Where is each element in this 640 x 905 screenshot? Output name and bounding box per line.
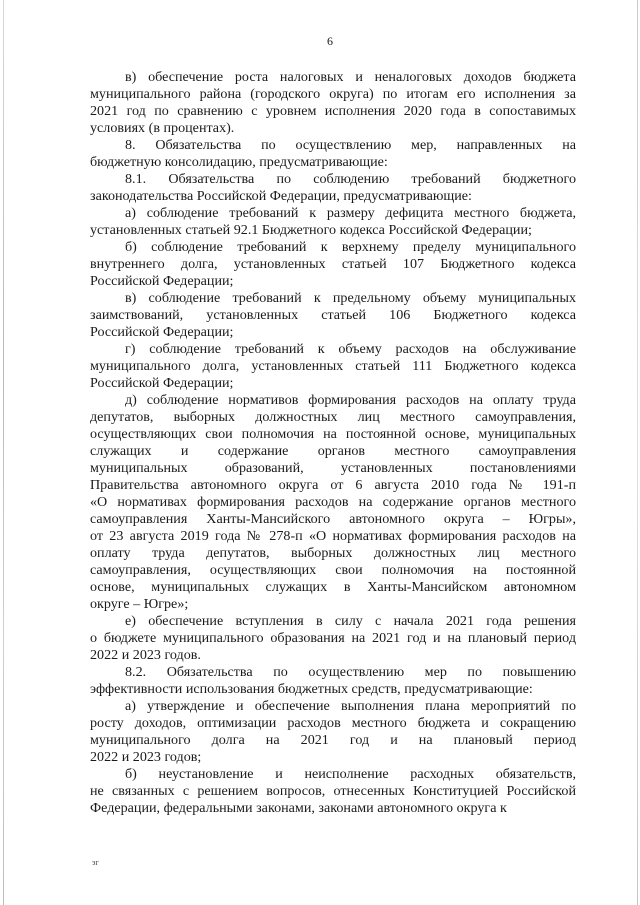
text-line: а) соблюдение требований к размеру дефицита местного бюджета,: [125, 205, 576, 221]
text-line: муниципальных образований, установленных постановлениями: [90, 460, 576, 476]
text-line: бюджетную консолидацию, предусматривающие:: [90, 154, 388, 170]
text-line: «О нормативах формирования расходов на содержание органов местного: [90, 494, 576, 510]
text-line: эффективности использования бюджетных средств, предусматривающие:: [90, 681, 533, 697]
text-line: установленных статьей 92.1 Бюджетного кодекса Российской Федерации;: [90, 222, 532, 238]
text-line: в) соблюдение требований к предельному объему муниципальных: [125, 290, 576, 306]
paragraph: [90, 69, 576, 137]
text-line: 8.1. Обязательства по соблюдению требований бюджетного: [125, 171, 576, 187]
paragraph: [90, 290, 576, 341]
paragraph: [90, 613, 576, 664]
text-line: а) утверждение и обеспечение выполнения плана мероприятий по: [125, 698, 576, 714]
page-number: 6: [327, 34, 333, 48]
text-line: муниципального долга на 2021 год и на плановый период: [90, 732, 576, 748]
paragraph: [90, 698, 576, 766]
text-line: 8. Обязательства по осуществлению мер, направленных на: [125, 137, 576, 153]
text-line: б) соблюдение требований к верхнему пределу муниципального: [125, 239, 576, 255]
text-line: муниципального района (городского округа) по итогам его исполнения за: [90, 86, 576, 102]
text-line: е) обеспечение вступления в силу с начала 2021 года решения: [125, 613, 576, 629]
paragraph: [90, 664, 576, 698]
text-line: 2022 и 2023 годов;: [90, 749, 202, 765]
text-line: оплату труда депутатов, выборных должностных лиц местного: [90, 545, 576, 561]
text-line: законодательства Российской Федерации, предусматривающие:: [90, 188, 472, 204]
paragraph: [90, 392, 576, 613]
text-line: округе – Югре»;: [90, 596, 189, 612]
text-line: Российской Федерации;: [90, 324, 234, 340]
text-line: росту доходов, оптимизации расходов местного бюджета и сокращению: [90, 715, 576, 731]
paragraph: [90, 137, 576, 171]
text-line: самоуправления Ханты-Мансийского автономного округа – Югры»,: [90, 511, 576, 527]
text-line: Федерации, федеральными законами, законами автономного округа к: [90, 800, 507, 816]
paragraph: [90, 205, 576, 239]
text-line: 8.2. Обязательства по осуществлению мер по повышению: [125, 664, 576, 680]
paragraph: [90, 239, 576, 290]
scan-edge-left: [3, 0, 4, 905]
text-line: не связанных с решением вопросов, отнесенных Конституцией Российской: [90, 783, 576, 799]
text-line: осуществляющих свои полномочия на постоянной основе, муниципальных: [90, 426, 576, 442]
text-line: условиях (в процентах).: [90, 120, 235, 136]
paragraph: [90, 171, 576, 205]
text-line: от 23 августа 2019 года № 278-п «О нормативах формирования расходов на: [90, 528, 576, 544]
paragraph: [90, 766, 576, 817]
text-line: заимствований, установленных статьей 106 Бюджетного кодекса: [90, 307, 576, 323]
text-line: 2022 и 2023 годов.: [90, 647, 201, 663]
text-line: д) соблюдение нормативов формирования расходов на оплату труда: [125, 392, 576, 408]
text-line: Российской Федерации;: [90, 375, 234, 391]
text-line: Российской Федерации;: [90, 273, 234, 289]
text-line: о бюджете муниципального образования на 2021 год и на плановый период: [90, 630, 576, 646]
text-line: внутреннего долга, установленных статьей 107 Бюджетного кодекса: [90, 256, 576, 272]
text-line: 2021 год по сравнению с уровнем исполнения 2020 года в сопоставимых: [90, 103, 576, 119]
text-line: депутатов, выборных должностных лиц местного самоуправления,: [90, 409, 576, 425]
scan-edge-right: [637, 0, 638, 905]
text-line: муниципального долга, установленных статьей 111 Бюджетного кодекса: [90, 358, 576, 374]
text-line: в) обеспечение роста налоговых и неналоговых доходов бюджета: [125, 69, 576, 85]
text-line: г) соблюдение требований к объему расходов на обслуживание: [125, 341, 576, 357]
paragraph: [90, 341, 576, 392]
text-line: Правительства автономного округа от 6 августа 2010 года № 191-п: [90, 477, 576, 493]
text-line: самоуправления, осуществляющих свои полномочия на постоянной: [90, 562, 576, 578]
text-line: основе, муниципальных служащих в Ханты-Мансийском автономном: [90, 579, 576, 595]
text-line: служащих и содержание органов местного самоуправления: [90, 443, 576, 459]
footer-initials: эг: [92, 858, 99, 867]
document-body: [90, 69, 576, 817]
text-line: б) неустановление и неисполнение расходных обязательств,: [125, 766, 576, 782]
